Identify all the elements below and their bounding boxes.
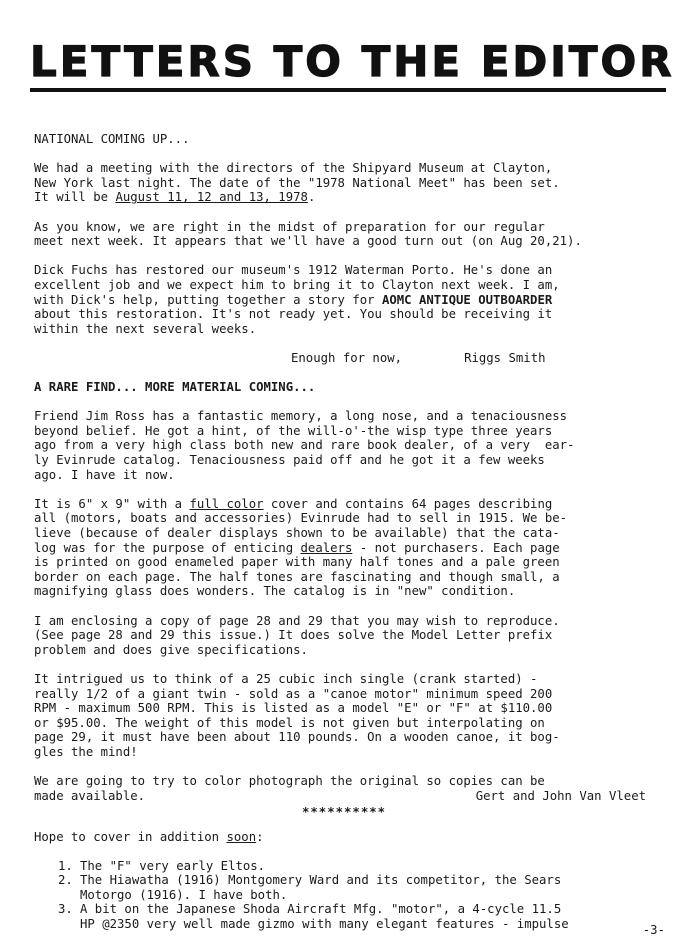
paragraph-catalog-b: cover and contains 64 pages describing all (motors, boats and accessories) Evinrude had to sell in 1915. We be- lieve (because of dealer displays shown to be available) that the cata- log was for the purpose of enticing [34,496,568,555]
full-color-text: full color [189,496,264,511]
list-item-number: 2. [58,873,73,888]
paragraph-meeting-prefix: It will be [34,190,116,205]
letters-content [34,132,670,931]
hope-suffix: : [256,829,264,844]
hope-prefix: Hope to cover in addition [34,829,227,844]
paragraph-restoration-part2: about this restoration. It's not ready yet. You should be receiving it within the next several weeks. [34,307,553,336]
meet-date: August 11, 12 and 13, 1978 [115,190,308,205]
signature-riggs: Riggs Smith [464,350,546,365]
paragraph-canoe-motor: It intrigued us to think of a 25 cubic inch single (crank started) - really 1/2 of a giant twin - sold as a "canoe motor" minimum speed 200 RPM - maximum 500 RPM. This is listed as a model "E" or "F" at $110.00 or $95.00. The weight of this model is not given but interpolating on page 29, it must have been about 110 pounds. On a wooden canoe, it bog- gles the mind! [34,671,560,759]
dealers-text: dealers [300,540,353,555]
paragraph-photograph [34,774,670,803]
paragraph-jim-ross: Friend Jim Ross has a fantastic memory, a long nose, and a tenaciousness beyond belief. He got a hint, of the will-o'-the wisp type three years ago from a very high class both new and rare book dealer, of a very ear- ly Evinrude catalog. Tenaciousness paid off and he got it a few weeks ago. I have it now. [34,409,575,482]
list-item [58,873,670,902]
page-number: -3- [642,923,665,937]
list-item-number: 3. [58,902,73,917]
paragraph-meeting-suffix: . [307,190,316,205]
section-title-rare-find: A RARE FIND... MORE MATERIAL COMING... [34,380,316,395]
paragraph-photograph-line2-row [34,789,670,804]
section-title-national: NATIONAL COMING UP... [34,132,190,146]
list-item-text: The Hiawatha (1916) Montgomery Ward and its competitor, the Sears Motorgo (1916). I have both. [80,873,562,902]
paragraph-catalog-c: - not purchasers. Each page is printed on good enameled paper with many half tones and a pale green border on each page. The half tones are fascinating and though small, a magnifying glass does wonders. The catalog is in "new" condition. [34,540,560,599]
topics-list [34,859,670,932]
signature-line-riggs [34,351,670,366]
closing-text: Enough for now, [291,350,403,365]
paragraph-meeting-line2: New York last night. The date of the "1978 National Meet" has been set. [34,175,560,190]
list-item-text: A bit on the Japanese Shoda Aircraft Mfg. "motor", a 4-cycle 11.5 HP @2350 very well made gizmo with many elegant features - impulse [80,902,569,931]
soon-text: soon [226,829,257,844]
page-header [30,37,675,92]
title-underline-rule [30,88,666,92]
paragraph-meeting [34,161,670,205]
paragraph-preparation: As you know, we are right in the midst of preparation for our regular meet next week. It appears that we'll have a good turn out (on Aug 20,21). [34,219,582,249]
paragraph-photograph-line1: We are going to try to color photograph the original so copies can be [34,774,545,789]
paragraph-restoration [34,263,670,336]
section-divider-stars: ********** [302,805,387,820]
list-item [58,859,670,874]
page-title: LETTERS TO THE EDITOR [30,37,675,86]
paragraph-enclosing: I am enclosing a copy of page 28 and 29 that you may wish to reproduce. (See page 28 and 29 this issue.) It does solve the Model Letter prefix problem and does give specifications. [34,613,560,657]
paragraph-catalog-a: It is 6" x 9" with a [34,496,190,511]
paragraph-meeting-line1: We had a meeting with the directors of the Shipyard Museum at Clayton, [34,161,553,176]
list-item-text: The "F" very early Eltos. [80,858,266,873]
paragraph-photograph-line2: made available. [34,788,146,803]
paragraph-hope-to-cover [34,830,670,845]
list-item-number: 1. [58,858,73,873]
paragraph-restoration-part1: Dick Fuchs has restored our museum's 1912 Waterman Porto. He's done an excellent job and we expect him to bring it to Clayton next week. I am, with Dick's help, putting together a story for [34,263,560,307]
paragraph-catalog [34,497,670,599]
signature-van-vleet: Gert and John Van Vleet [475,788,646,803]
list-item [58,902,670,931]
publication-name: AOMC ANTIQUE OUTBOARDER [381,292,553,307]
